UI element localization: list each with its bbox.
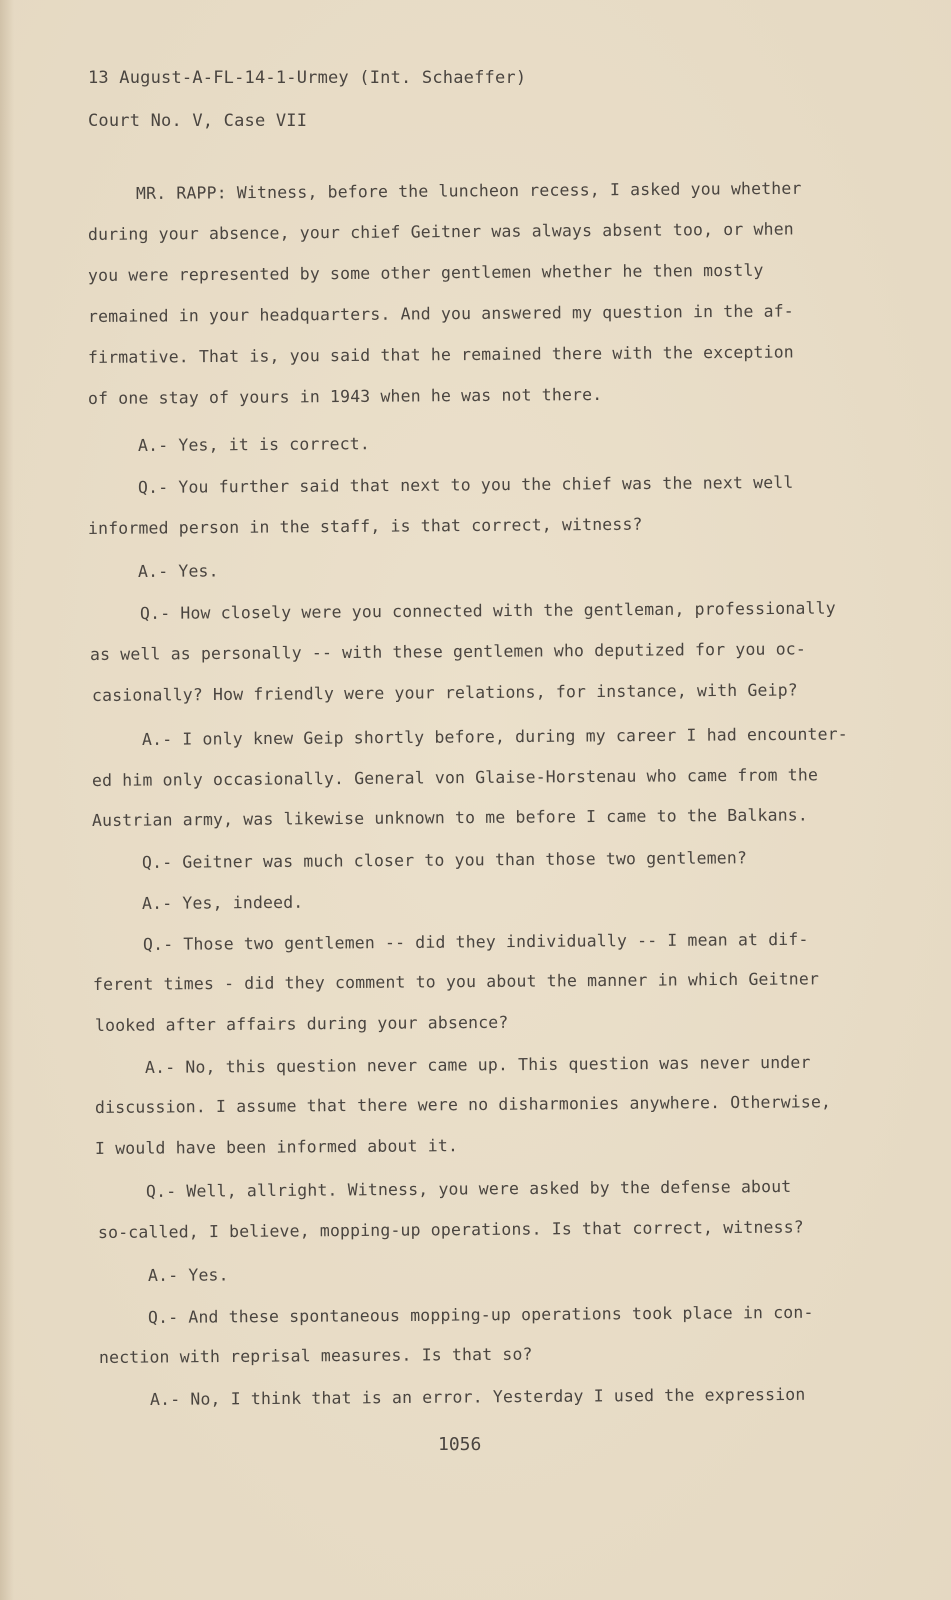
transcript-line: ed him only occasionally. General von Glaise-Horstenau who came from the — [91, 765, 819, 790]
transcript-line: nection with reprisal measures. Is that so? — [98, 1344, 533, 1367]
transcript-line: Q.- And these spontaneous mopping-up operations took place in con- — [147, 1302, 814, 1327]
transcript-line: firmative. That is, you said that he remained there with the exception — [87, 342, 794, 367]
transcript-line: MR. RAPP: Witness, before the luncheon recess, I asked you whether — [135, 178, 802, 203]
transcript-line: as well as personally -- with these gentlemen who deputized for you oc- — [89, 639, 807, 664]
transcript-line: A.- Yes. — [137, 561, 219, 581]
transcript-line: discussion. I assume that there were no disharmonies anywhere. Otherwise, — [94, 1092, 832, 1117]
transcript-line: Q.- You further said that next to you the chief was the next well — [137, 472, 794, 497]
transcript-line: during your absence, your chief Geitner was always absent too, or when — [87, 219, 794, 244]
court-case-line: Court No. V, Case VII — [88, 111, 308, 131]
transcript-line: Q.- Geitner was much closer to you than those two gentlemen? — [141, 848, 748, 872]
page-number: 1056 — [438, 1434, 482, 1455]
transcript-line: I would have been informed about it. — [94, 1136, 459, 1158]
transcript-line: remained in your headquarters. And you answered my question in the af- — [87, 301, 794, 326]
transcript-line: A.- Yes. — [147, 1265, 229, 1285]
transcript-line: A.- No, I think that is an error. Yesterday I used the expression — [149, 1384, 806, 1409]
transcript-line: Q.- Those two gentlemen -- did they individually -- I mean at dif- — [142, 929, 809, 954]
transcript-line: ferent times - did they comment to you about the manner in which Geitner — [92, 969, 820, 994]
document-header-id: 13 August-A-FL-14-1-Urmey (Int. Schaeffer) — [88, 68, 527, 88]
transcript-line: informed person in the staff, is that correct, witness? — [87, 514, 643, 538]
transcript-line: A.- Yes, indeed. — [141, 892, 304, 913]
transcript-line: A.- Yes, it is correct. — [137, 434, 371, 455]
transcript-line: you were represented by some other gentlemen whether he then mostly — [87, 260, 764, 285]
transcript-line: so-called, I believe, mopping-up operations. Is that correct, witness? — [97, 1217, 804, 1242]
transcript-line: A.- I only knew Geip shortly before, during my career I had encounter- — [141, 724, 848, 749]
transcript-line: Q.- Well, allright. Witness, you were asked by the defense about — [145, 1176, 792, 1201]
transcript-line: Q.- How closely were you connected with the gentleman, professionally — [139, 598, 836, 623]
transcript-line: of one stay of yours in 1943 when he was not there. — [87, 384, 603, 408]
transcript-line: looked after affairs during your absence? — [94, 1012, 509, 1035]
transcript-line: casionally? How friendly were your relations, for instance, with Geip? — [91, 680, 798, 705]
transcript-line: A.- No, this question never came up. This question was never under — [144, 1052, 811, 1077]
transcript-line: Austrian army, was likewise unknown to me before I came to the Balkans. — [91, 805, 809, 830]
